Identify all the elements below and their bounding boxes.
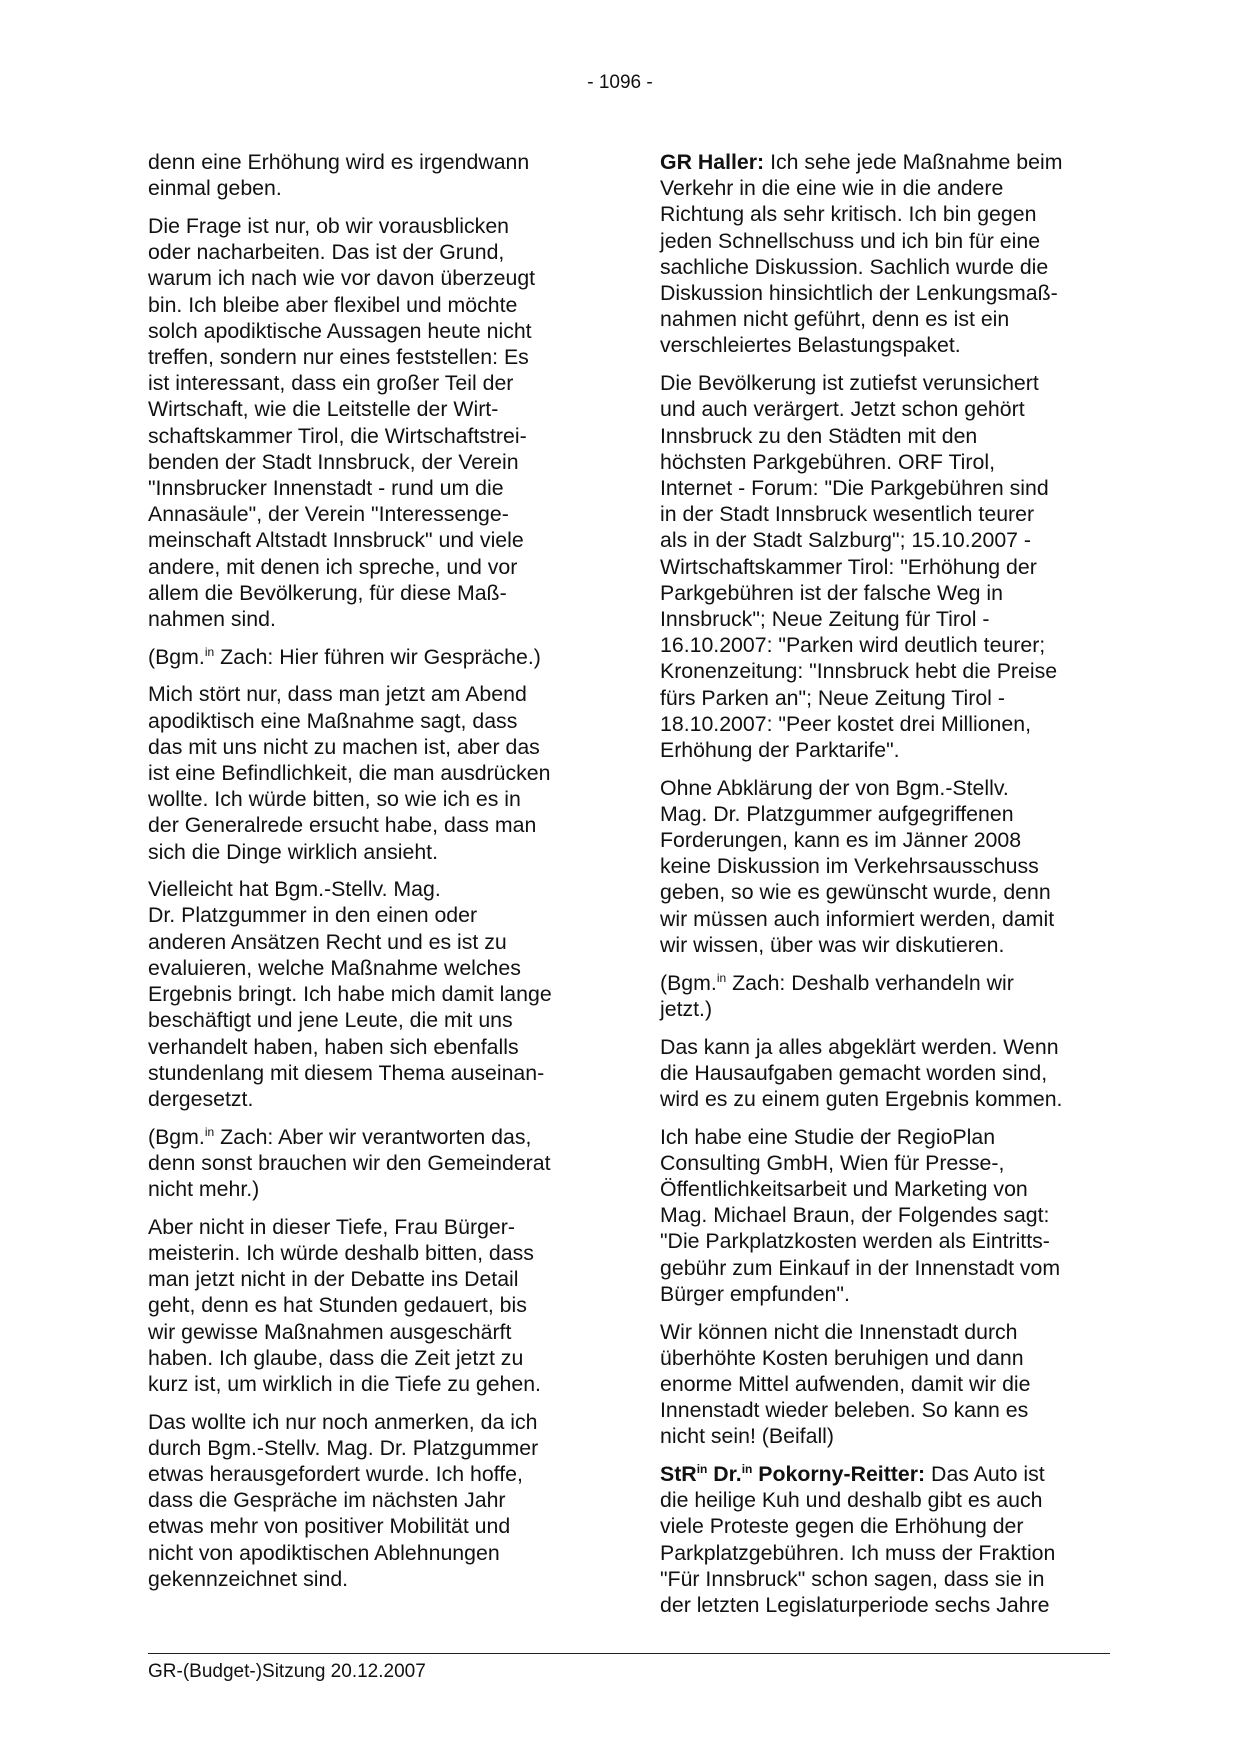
speaker-surname: Pokorny-Reitter: — [752, 1462, 926, 1487]
right-column — [660, 149, 1110, 1630]
paragraph: denn eine Erhöhung wird es irgendwann einmal geben. — [148, 150, 530, 201]
paragraph: Vielleicht hat Bgm.-Stellv. Mag. Dr. Platzgummer in den einen oder anderen Ansätzen Recht und es ist zu evaluieren, welche Maßnahme welches Ergebnis bringt. Ich habe mich damit lange beschäftigt und jene Leute, die mit uns verhandelt haben, haben sich ebenfalls stundenlang mit diesem Thema auseinan- dergesetzt. — [148, 877, 552, 1111]
paragraph: Aber nicht in dieser Tiefe, Frau Bürger- meisterin. Ich würde deshalb bitten, dass man jetzt nicht in der Debatte ins Detail geht, denn es hat Stunden gedauert, bis wir gewisse Maßnahmen ausgeschärft haben. Ich glaube, dass die Zeit jetzt zu kurz ist, um wirklich in die Tiefe zu gehen. — [148, 1214, 541, 1396]
interjection — [148, 1124, 592, 1203]
paragraph: Das kann ja alles abgeklärt werden. Wenn die Hausaufgaben gemacht worden sind, wird es zu einem guten Ergebnis kommen. — [660, 1034, 1063, 1111]
paragraph: Ich habe eine Studie der RegioPlan Consulting GmbH, Wien für Presse-, Öffentlichkeitsarbeit und Marketing von Mag. Michael Braun, der Folgendes sagt: "Die Parkplatzkosten werden als Eintritts- gebühr zum Einkauf in der Innenstadt vom Bürger empfunden". — [660, 1124, 1061, 1306]
paragraph: Das wollte ich nur noch anmerken, da ich durch Bgm.-Stellv. Mag. Dr. Platzgummer etwas herausgefordert wurde. Ich hoffe, dass die Gespräche im nächsten Jahr etwas mehr von positiver Mobilität und nicht von apodiktischen Ablehnungen gekennzeichnet sind. — [148, 1409, 539, 1591]
superscript: in — [696, 1462, 708, 1477]
interjection-prefix: (Bgm. — [148, 644, 205, 669]
paragraph: Die Frage ist nur, ob wir vorausblicken oder nacharbeiten. Das ist der Grund, warum ich nach wie vor davon überzeugt bin. Ich bleibe aber flexibel und möchte solch apodiktische Aussagen heute nicht treffen, sondern nur eines feststellen: Es ist interessant, dass ein großer Teil der Wirtschaft, wie die Leitstelle der Wirt- schaftskammer Tirol, die Wirtschaftstrei- benden der Stadt Innsbruck, der Verein "Innsbrucker Innenstadt - rund um die Annasäule", der Verein "Interessenge- meinschaft Altstadt Innsbruck" und viele andere, mit denen ich spreche, und vor allem die Bevölkerung, für diese Maß- nahmen sind. — [148, 213, 536, 631]
superscript: in — [204, 1124, 215, 1139]
interjection-prefix: (Bgm. — [660, 970, 717, 995]
left-column — [148, 149, 592, 1604]
speech — [660, 149, 1110, 359]
interjection-text: Zach: Hier führen wir Gespräche.) — [214, 644, 541, 669]
speaker-degree: Dr. — [707, 1462, 742, 1487]
interjection-text: Zach: Aber wir verantworten das, denn sonst brauchen wir den Gemeinderat nicht mehr.) — [148, 1124, 551, 1202]
footer-divider — [148, 1653, 1110, 1654]
speech-text: Das Auto ist die heilige Kuh und deshalb gibt es auch viele Proteste gegen die Erhöhung der Parkplatzgebühren. Ich muss der Fraktion "Für Innsbruck" schon sagen, dass sie in der letzten Legislaturperiode sechs Jahre — [660, 1462, 1056, 1618]
speaker-name: GR Haller: — [660, 150, 765, 174]
speech — [660, 1461, 1110, 1618]
paragraph: Mich stört nur, dass man jetzt am Abend apodiktisch eine Maßnahme sagt, dass das mit uns nicht zu machen ist, aber das ist eine Befindlichkeit, die man ausdrücken wollte. Ich würde bitten, so wie ich es in der Generalrede ersucht habe, dass man sich die Dinge wirklich ansieht. — [148, 682, 551, 864]
superscript: in — [204, 644, 215, 659]
superscript: in — [741, 1462, 753, 1477]
paragraph: Wir können nicht die Innenstadt durch überhöhte Kosten beruhigen und dann enorme Mittel aufwenden, damit wir die Innenstadt wieder beleben. So kann es nicht sein! (Beifall) — [660, 1319, 1031, 1449]
speech-text: Ich sehe jede Maßnahme beim Verkehr in die eine wie in die andere Richtung als sehr kritisch. Ich bin gegen jeden Schnellschuss und ich bin für eine sachliche Diskussion. Sachlich wurde die Diskussion hinsichtlich der Lenkungsmaß- nahmen nicht geführt, denn es ist ein verschleiertes Belastungspaket. — [660, 150, 1063, 358]
page-number: - 1096 - — [587, 72, 653, 93]
interjection-text: Zach: Deshalb verhandeln wir jetzt.) — [660, 970, 1014, 1021]
speaker-title: StR — [660, 1462, 697, 1487]
paragraph: Ohne Abklärung der von Bgm.-Stellv. Mag. Dr. Platzgummer aufgegriffenen Forderungen, kann es im Jänner 2008 keine Diskussion im Verkehrsausschuss geben, so wie es gewünscht wurde, denn wir müssen auch informiert werden, damit wir wissen, über was wir diskutieren. — [660, 775, 1055, 957]
footer-session-label: GR-(Budget-)Sitzung 20.12.2007 — [148, 1661, 426, 1682]
superscript: in — [716, 970, 727, 985]
speaker-name — [660, 1462, 925, 1486]
interjection — [660, 970, 1110, 1022]
paragraph: Die Bevölkerung ist zutiefst verunsichert und auch verärgert. Jetzt schon gehört Innsbruck zu den Städten mit den höchsten Parkgebühren. ORF Tirol, Internet - Forum: "Die Parkgebühren sind in der Stadt Innsbruck wesentlich teurer als in der Stadt Salzburg"; 15.10.2007 - Wirtschaftskammer Tirol: "Erhöhung der Parkgebühren ist der falsche Weg in Innsbruck"; Neue Zeitung für Tirol - 16.10.2007: "Parken wird deutlich teurer; Kronenzeitung: "Innsbruck hebt die Preise fürs Parken an"; Neue Zeitung Tirol - 18.10.2007: "Peer kostet drei Millionen, Erhöhung der Parktarife". — [660, 371, 1058, 762]
interjection — [148, 644, 592, 670]
interjection-prefix: (Bgm. — [148, 1124, 205, 1149]
